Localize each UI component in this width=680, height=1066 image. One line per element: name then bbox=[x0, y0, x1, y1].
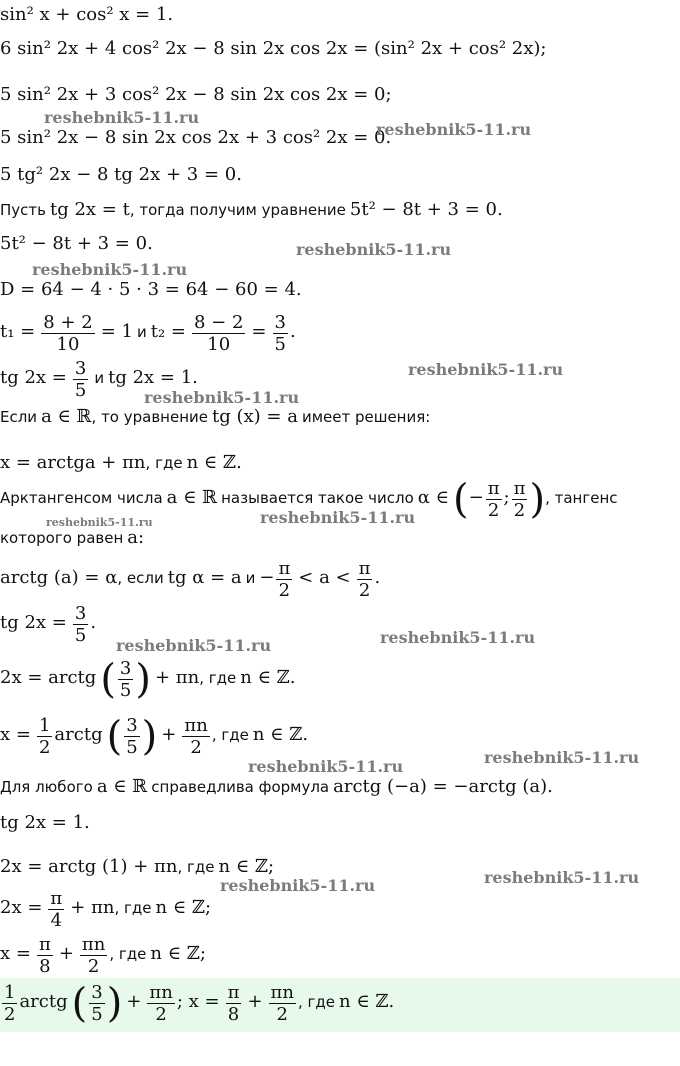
denominator: 5 bbox=[126, 737, 138, 758]
watermark: reshebnik5-11.ru bbox=[484, 748, 640, 767]
right-paren: ) bbox=[529, 476, 546, 523]
equation-step-4: 5 sin² 2x − 8 sin 2x cos 2x + 3 cos² 2x = 0. bbox=[0, 127, 392, 148]
text: , где bbox=[297, 993, 335, 1012]
math: − bbox=[259, 567, 275, 589]
fraction bbox=[37, 715, 52, 758]
numerator: 3 bbox=[74, 358, 87, 379]
denominator: 5 bbox=[74, 625, 87, 646]
math: + πn bbox=[70, 897, 115, 919]
math: n ∈ ℤ; bbox=[218, 856, 275, 877]
math: ; bbox=[503, 487, 510, 509]
numerator: πn bbox=[184, 715, 208, 736]
text: , тогда получим уравнение bbox=[129, 201, 346, 219]
equation-step-3: 5 sin² 2x + 3 cos² 2x − 8 sin 2x cos 2x = 0; bbox=[0, 84, 392, 105]
text: и bbox=[245, 569, 256, 588]
tg-equals-three-fifths bbox=[0, 603, 96, 646]
numerator: π bbox=[358, 558, 371, 579]
math: 2x = bbox=[0, 897, 43, 919]
math: ; x = bbox=[176, 991, 220, 1013]
math: a: bbox=[127, 527, 145, 548]
fraction bbox=[276, 558, 292, 601]
math: tg 2x = t bbox=[49, 199, 130, 220]
denominator: 2 bbox=[87, 956, 100, 977]
denominator: 2 bbox=[278, 580, 291, 601]
denominator: 8 bbox=[227, 1004, 240, 1025]
math: tg 2x = bbox=[0, 612, 67, 634]
text: , где bbox=[109, 945, 147, 964]
watermark: reshebnik5-11.ru bbox=[248, 757, 404, 776]
numerator: 8 + 2 bbox=[43, 312, 93, 333]
fraction bbox=[147, 982, 174, 1025]
right-paren: ) bbox=[135, 656, 151, 703]
math: tg (x) = a bbox=[212, 406, 298, 427]
math: a ∈ ℝ bbox=[96, 776, 148, 797]
arctangent-definition-cont bbox=[0, 527, 144, 548]
denominator: 10 bbox=[56, 334, 80, 355]
math: + bbox=[161, 724, 177, 746]
general-solution bbox=[0, 452, 242, 473]
fraction bbox=[269, 982, 296, 1025]
numerator: 3 bbox=[91, 982, 103, 1003]
math: a ∈ ℝ bbox=[41, 406, 92, 427]
equation-step-5: 5 tg² 2x − 8 tg 2x + 3 = 0. bbox=[0, 164, 242, 185]
watermark: reshebnik5-11.ru bbox=[260, 508, 416, 527]
math: arctg (a) = α bbox=[0, 567, 118, 589]
math: n ∈ ℤ. bbox=[240, 667, 296, 689]
math: x = bbox=[0, 943, 31, 965]
fraction bbox=[512, 478, 528, 521]
math: x = arctga + πn bbox=[0, 452, 146, 473]
x-half-arctg bbox=[0, 715, 308, 758]
numerator: π bbox=[487, 478, 500, 499]
numerator: 1 bbox=[4, 982, 16, 1003]
math: n ∈ ℤ. bbox=[186, 452, 242, 473]
math: . bbox=[374, 567, 381, 589]
text: Арктангенсом числа bbox=[0, 489, 163, 508]
numerator: π bbox=[227, 982, 240, 1003]
answer-line bbox=[0, 982, 394, 1025]
x-pi-eighth bbox=[0, 934, 206, 977]
fraction bbox=[2, 982, 17, 1025]
math: x = bbox=[0, 724, 31, 746]
watermark: reshebnik5-11.ru bbox=[376, 120, 532, 139]
denominator: 2 bbox=[513, 500, 526, 521]
denominator: 5 bbox=[274, 334, 286, 355]
math: tg 2x = 1. bbox=[108, 367, 198, 389]
math: tg 2x = bbox=[0, 367, 67, 389]
math: arctg (−a) = −arctg (a). bbox=[333, 776, 553, 797]
math: t₂ = bbox=[150, 321, 186, 343]
fraction bbox=[192, 312, 245, 355]
denominator: 2 bbox=[190, 737, 202, 758]
denominator: 5 bbox=[119, 680, 132, 701]
equation-identity: sin² x + cos² x = 1. bbox=[0, 4, 174, 25]
denominator: 5 bbox=[91, 1004, 103, 1025]
fraction bbox=[37, 934, 53, 977]
math: + bbox=[58, 943, 74, 965]
fraction bbox=[41, 312, 94, 355]
equation-step-2: 6 sin² 2x + 4 cos² 2x − 8 sin 2x cos 2x = (sin² 2x + cos² 2x); bbox=[0, 38, 547, 59]
numerator: π bbox=[38, 934, 51, 955]
fraction bbox=[486, 478, 502, 521]
left-paren: ( bbox=[452, 476, 469, 523]
math: 2x = arctg (1) + πn bbox=[0, 856, 178, 877]
text: и bbox=[136, 323, 147, 342]
math: n ∈ ℤ. bbox=[252, 724, 309, 746]
left-paren: ( bbox=[106, 713, 123, 760]
math: a ∈ ℝ bbox=[166, 487, 218, 509]
text: Пусть bbox=[0, 201, 46, 219]
denominator: 2 bbox=[38, 737, 51, 758]
substitution-line bbox=[0, 199, 503, 220]
two-x-pi-quarter bbox=[0, 888, 211, 931]
discriminant: D = 64 − 4 · 5 · 3 = 64 − 60 = 4. bbox=[0, 279, 302, 300]
math: 5t² − 8t + 3 = 0. bbox=[349, 199, 503, 220]
numerator: 1 bbox=[38, 715, 51, 736]
denominator: 2 bbox=[155, 1004, 167, 1025]
math: + bbox=[126, 991, 142, 1013]
math: . bbox=[90, 612, 97, 634]
watermark: reshebnik5-11.ru bbox=[484, 868, 640, 887]
text: которого равен bbox=[0, 529, 124, 547]
watermark: reshebnik5-11.ru bbox=[296, 240, 452, 259]
roots-line bbox=[0, 312, 296, 355]
fraction bbox=[48, 888, 64, 931]
fraction bbox=[226, 982, 242, 1025]
text: называется такое число bbox=[221, 489, 414, 508]
right-paren: ) bbox=[141, 713, 158, 760]
watermark: reshebnik5-11.ru bbox=[32, 260, 188, 279]
numerator: 3 bbox=[74, 603, 87, 624]
math: + bbox=[247, 991, 263, 1013]
numerator: π bbox=[278, 558, 291, 579]
text: , где bbox=[211, 726, 249, 745]
fraction bbox=[357, 558, 373, 601]
tg-equals-one: tg 2x = 1. bbox=[0, 812, 90, 833]
watermark: reshebnik5-11.ru bbox=[144, 388, 300, 407]
fraction bbox=[273, 312, 288, 355]
left-paren: ( bbox=[100, 656, 116, 703]
denominator: 2 bbox=[276, 1004, 288, 1025]
denominator: 4 bbox=[50, 910, 63, 931]
numerator: 3 bbox=[119, 658, 132, 679]
left-paren: ( bbox=[71, 980, 88, 1027]
numerator: πn bbox=[149, 982, 173, 1003]
watermark: reshebnik5-11.ru bbox=[408, 360, 564, 379]
watermark: reshebnik5-11.ru bbox=[380, 628, 536, 647]
fraction bbox=[124, 715, 139, 758]
math: = 1 bbox=[100, 321, 133, 343]
answer-box bbox=[0, 978, 680, 1032]
numerator: πn bbox=[81, 934, 106, 955]
denominator: 2 bbox=[358, 580, 371, 601]
denominator: 2 bbox=[4, 1004, 16, 1025]
math: arctg bbox=[54, 724, 103, 746]
fraction bbox=[73, 603, 88, 646]
two-x-arctg bbox=[0, 658, 295, 701]
text: , где bbox=[114, 899, 152, 918]
math: < a < bbox=[298, 567, 351, 589]
text: Для любого bbox=[0, 778, 93, 796]
watermark: reshebnik5-11.ru bbox=[44, 108, 200, 127]
math: arctg bbox=[19, 991, 68, 1013]
text: имеет решения: bbox=[301, 408, 431, 426]
text: , тангенс bbox=[545, 489, 618, 508]
text: и bbox=[94, 369, 105, 388]
denominator: 10 bbox=[207, 334, 231, 355]
text: , если bbox=[117, 569, 164, 588]
numerator: 8 − 2 bbox=[193, 312, 244, 333]
math: n ∈ ℤ; bbox=[150, 943, 206, 965]
math: α ∈ bbox=[417, 487, 449, 509]
denominator: 2 bbox=[487, 500, 500, 521]
watermark: reshebnik5-11.ru bbox=[220, 876, 376, 895]
denominator: 5 bbox=[74, 380, 87, 401]
numerator: π bbox=[513, 478, 526, 499]
fraction bbox=[73, 358, 88, 401]
math: 2x = arctg bbox=[0, 667, 97, 689]
quadratic-equation: 5t² − 8t + 3 = 0. bbox=[0, 233, 153, 254]
math: − bbox=[468, 487, 484, 509]
text: Если bbox=[0, 408, 38, 426]
fraction bbox=[182, 715, 209, 758]
math: = bbox=[251, 321, 267, 343]
fraction bbox=[80, 934, 107, 977]
numerator: 3 bbox=[126, 715, 138, 736]
math: tg α = a bbox=[167, 567, 242, 589]
right-paren: ) bbox=[106, 980, 123, 1027]
denominator: 8 bbox=[39, 956, 51, 977]
text: , где bbox=[199, 669, 237, 688]
watermark: reshebnik5-11.ru bbox=[46, 516, 153, 529]
watermark: reshebnik5-11.ru bbox=[116, 636, 272, 655]
fraction bbox=[89, 982, 104, 1025]
text: , где bbox=[145, 454, 183, 472]
numerator: 3 bbox=[274, 312, 286, 333]
math: + πn bbox=[154, 667, 200, 689]
arctg-condition bbox=[0, 558, 380, 601]
math: n ∈ ℤ; bbox=[155, 897, 212, 919]
text: , то уравнение bbox=[91, 408, 209, 426]
text: справедлива формула bbox=[151, 778, 330, 796]
two-x-arctg-one bbox=[0, 856, 274, 877]
math: . bbox=[289, 321, 296, 343]
math: t₁ = bbox=[0, 321, 36, 343]
numerator: π bbox=[50, 888, 63, 909]
numerator: πn bbox=[270, 982, 294, 1003]
fraction bbox=[118, 658, 133, 701]
math: n ∈ ℤ. bbox=[339, 991, 395, 1013]
theory-line-1 bbox=[0, 406, 430, 427]
oddness-formula bbox=[0, 776, 553, 797]
text: , где bbox=[177, 858, 215, 876]
